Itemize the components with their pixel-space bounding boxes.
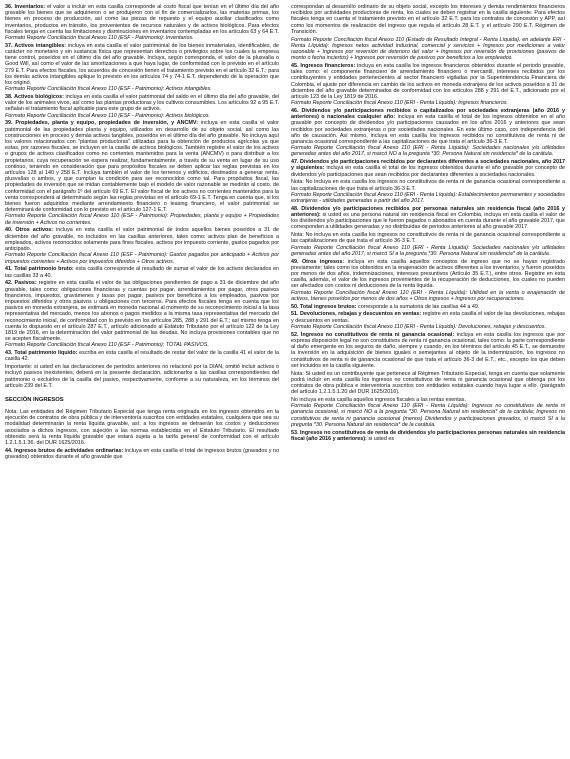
item-text: Nota: Si usted es un contribuyente que pertenece al Régimen Tributario Especial, tenga en cuenta que solamente podrá incluir en esta casilla los ingresos no constitutivos de renta ni ganancia ocasional que obtenga por los contratos de obra pública e interventoría suscritos con entidades estatales cuando haya lugar a ello. (parágrafo del artículo 1.2.1.5.1.20 del DUR 1625/2016). bbox=[291, 370, 565, 396]
left-item bbox=[5, 227, 279, 264]
item-title: Otros ingresos: bbox=[301, 258, 345, 265]
right-item bbox=[291, 206, 565, 231]
item-title: Propiedades, planta y equipo, propiedades de inversión, y ANCMV: bbox=[15, 120, 198, 127]
continued-format-reference: Formato Reporte Conciliación fiscal Anexo 110 (Estado de Resultado Integral - Renta Líquida), en adelante ERI - Renta Líquida): Ingresos netos actividad industrial, comercial y servicios + Ingresos por mediciones a valor razonable + Ingresos por reversión de deterioro del valor + Ingresos por reversión de provisiones (pasivos de monto o fecha inciertos) + Ingresos por reversión de pasivos por beneficios a los empleados. bbox=[291, 36, 565, 62]
item-format-reference: Formato Reporte Conciliación fiscal Anexo 110 (ESF - Patrimonio): TOTAL PASIVOS. bbox=[5, 342, 209, 349]
item-text: si usted es una persona natural sin residencia fiscal en Colombia, incluya en esta casilla el valor de los dividendos y/o participaciones que le fueron pagados o abonados en cuenta durante el año gravable 2017, que corresponden a utilidades generadas y no distribuidas de periodos anteriores al año gravable 2017. bbox=[291, 212, 565, 231]
item-text: Nota: No incluya en esta casilla los ingresos no constitutivos de renta ni de ganancia ocasional correspondiente a las capitalizaciones de que trata el artículo 36-3 E.T. bbox=[291, 232, 565, 245]
section-note: Nota: Las entidades del Régimen Tributario Especial que tenga renta originada en los ingresos obtenidos en la ejecución de contratos de obra pública y de interventoría suscritos con entidades estatales, cualquiera que sea su modalidad determinarán la renta líquida gravable, así: a los ingresos se detraerán los costos y deducciones asociados a dichos ingresos, con sujeción a las normas establecidas en el Estatuto Tributario. El resultado obtenido será la renta líquida gravable que estará sujeta a la tarifa general de conformidad con el artículo 1.2.1.5.1.36. del DUR 1625/2016. bbox=[5, 408, 279, 446]
item-title: Total patrimonio bruto: bbox=[14, 266, 74, 273]
item-format-reference: Formato Reporte Conciliación fiscal Anexo 110 (ERI - Renta Líquida): Ingresos no constitutivos de renta ni ganancia ocasional, si marcó NO a la pregunta *30. Persona Natural sin residencia* de la carátula; Ingresos no constitutivos de renta ni ganancia ocasional (menos) Dividendos y participaciones gravados, si marcó SI a la pregunta *30. Persona Natural sin residencia* de la carátula. bbox=[291, 403, 565, 428]
item-text: incluya en esta casilla los ingresos que por expresa disposición legal no son constitutivos de renta ni ganancia ocasional, tales como: la parte correspondiente al daño emergente en los seguros de daño, siempre y cuando, en los términos del artículo 45 E.T., se demuestre la inversión en la adquisición de bienes iguales o semejantes al objeto de la indemnización, los ingresos no constitutivos de renta ni de ganancia ocasional de que trata el artículo 36-3 del E.T., etc., excepto los que deben ser incluidos en la casilla siguiente. bbox=[291, 331, 565, 369]
item-number: 45. bbox=[291, 63, 299, 70]
item-text: el valor a incluir en esta casilla corresponde al costo fiscal que tenían en el último día del año gravable los bienes que se adquirieron o se produjeron con el fin de comercializarlos, las materias primas, los bienes en proceso de producción, así como las piezas de repuesto y el equipo auxiliar clasificados como inventarios, productos en tránsito, los provenientes de recursos naturales y de activos biológicos. Para efectos fiscales tenga en cuenta las limitaciones y disminuciones en inventarios contempladas en los artículos 63 y 64 E.T. bbox=[5, 4, 279, 35]
left-item bbox=[5, 43, 279, 93]
item-text: No incluya en esta casilla aquellos ingresos fiscales a las rentas exentas. bbox=[291, 396, 466, 403]
left-item bbox=[5, 350, 279, 362]
item-number: 46. bbox=[291, 108, 299, 115]
section-title: SECCIÓN INGRESOS bbox=[5, 396, 64, 403]
item-title: Activos biológicos: bbox=[14, 94, 64, 101]
left-item bbox=[5, 266, 279, 278]
item-format-reference: Formato Reporte Conciliación fiscal Anexo 110 (ERI - Renta Líquida): Sociedades nacionales y/o utilidades generadas antes del año 2017, si marcó SI a la pregunta *30. Persona Natural sin residencia* de la carátula. bbox=[291, 244, 565, 257]
item-format-reference: Formato Reporte Conciliación fiscal Anexo 110 (ESF - Patrimonio): Activos biológicos. bbox=[5, 112, 210, 119]
item-text: incluya en esta casilla el valor patrimonial de todos aquellos bienes poseídos a 31 de diciembre del año gravable, no incluidos en las casillas anteriores, tales como: activos plan de beneficios a empleados, activos reconocidos solamente para fines fiscales, activos por impuesto corriente, gastos pagados por anticipado. bbox=[5, 227, 279, 253]
item-title: Ingresos no constitutivos de renta ni ganancia ocasional: bbox=[300, 331, 455, 338]
item-text: incluya en esta casilla el valor patrimonial de los bienes inmateriales, identificables, de carácter no monetario y sin sustancia física que representan derechos o privilegios sobre los cuales la empresa tiene control, poseídos en el último día del año gravable. Incluya, según corresponda, el valor de la plusvalía o Good Will, así como el valor de las amortizaciones a que haya lugar, de conformidad con lo previsto en el artículo 279 E.T. Para efectos fiscales, los acuerdos de concesión tienen el tratamiento previsto en el artículo 32 E.T.; para los demás activos intangibles aplique lo previsto en los artículos 74 y 74-1 E.T. dependiendo de la operación que los originó. bbox=[5, 42, 279, 87]
item-text: incluya en esta casilla el total de ingresos brutos (gravados y no gravados) obtenidos durante el año gravable que bbox=[5, 447, 279, 460]
item-number: 42. bbox=[5, 280, 13, 287]
item-format-reference: Formato Reporte Conciliación fiscal Anexo 110 (ERI - Renta Líquida): Utilidad en la venta o enajenación de activos, bienes poseídos por menos de dos años + Otros ingresos + Ingresos por recuperaciones. bbox=[291, 289, 565, 302]
item-number: 52. bbox=[291, 331, 299, 338]
item-number: 37. bbox=[5, 42, 13, 49]
item-title: Devoluciones, rebajas y descuentos en ventas: bbox=[300, 311, 422, 318]
item-text: incluya en esta casilla el valor patrimonial de las propiedades planta y equipo, utilizados en desarrollo de su objeto social, así como las construcciones en proceso y demás activos tangibles, poseídos en el último día del año gravable. No incluya aquí los valores relacionados con "plantas productoras" utilizadas para la obtención de productos agrícolas ya que estas, por razones fiscales, se incluyen en la casilla de activos biológicos. También registre el valor de los activos o grupos de activos clasificados como no corrientes mantenidos para la venta (ANCMV) o para distribuir a los propietarios, cuya recuperación se espera realizar, fundamentalmente, a través de su venta en lugar de su uso continuo, teniendo en consideración que para propósitos fiscales se deben aplicar las reglas previstas en los artículos 128 al 140 y 258 E.T. Incluya también el valor de los terrenos y edificios, destinados a generar renta, plusvalías o ambos, y que cumplan la condición para ser reconocidos como tal. Para propósitos fiscal, las propiedades de inversión que se midan contablemente bajo el modelo de valor razonable se medirán al costo, de conformidad con el parágrafo 1º del artículo 69 E.T. El valor fiscal de los activos no corrientes mantenidos para la venta corresponderá al determinado según las reglas previstas en el artículo 69-1 E.T. Tenga en cuenta que, si los bienes fueron adquiridos mediante arrendamiento financiero o leasing financiero, el valor patrimonial se determinará de conformidad con lo previsto en el artículo 127-1 E.T. bbox=[5, 120, 279, 214]
item-text: registre en esta casilla el valor de las obligaciones pendientes de pago a 31 de diciembre del año gravable, tales como: obligaciones financieras y cuentas por pagar, arrendamientos por pagar, otros pasivos financieros, impuestos, gravámenes y tasas por pagar, pasivos por beneficios a los empleados, pasivos por impuestos diferidos y otros pasivos u obligaciones con terceros. Para efectos fiscales tenga en cuenta que los pasivos en moneda extranjera, se estimará en moneda nacional al momento de su reconocimiento inicial a la tasa representativa del mercado, menos los abonos o pagos medidos a la misma tasa representativa del mercado del reconocimiento inicial, de conformidad con lo previsto en los artículos 285, 288 y 291 del E.T.; así mismo tenga en cuenta lo dispuesto en el artículo 287 E.T., artículo adicionado al Estatuto Tributario por el artículo 122 de la Ley 1819 de 2016, en la determinación del valor patrimonial de las deudas. No incluya provisiones contables que no se acepten fiscalmente. bbox=[5, 280, 279, 343]
item-text: incluya en esta casilla los ingresos financieros obtenidos durante el periodo gravable, tales como: el componente financiero de arrendamiento financiero o mercantil, intereses recibidos por los contribuyentes y entidades pertenecientes al sector financiero vigiladas por la Superintendencia Financiera de Colombia, el ajuste por diferencia en cambio de los activos en moneda extranjera de los activos poseídos a 31 de diciembre del año gravable determinados de conformidad con los artículos 288 y 291 del E.T., adicionado por el artículo 123 de la Ley 1819 de 2016. bbox=[291, 63, 565, 101]
item-number: 38. bbox=[5, 94, 13, 101]
item-number: 44. bbox=[5, 447, 13, 454]
item-format-reference: Formato Reporte Conciliación fiscal Anexo 110 (ERI - Renta Líquida): Establecimientos permanentes y sociedades extranjeras - utilidades generadas a partir del año 2017. bbox=[291, 191, 565, 205]
item-text: Nota: No incluya en esta casilla los ingresos no constitutivos de renta ni de ganancia ocasional correspondiente a las capitalizaciones de que trata el artículo 36-3 E.T. bbox=[291, 179, 565, 192]
left-item bbox=[5, 4, 279, 41]
item-format-reference: Formato Reporte Conciliación fiscal Anexo 110 (ESF - Patrimonio): Propiedades, planta y equipo + Propiedades de inversión + Activos no corrientes. bbox=[5, 213, 279, 226]
right-item bbox=[291, 259, 565, 302]
item-title: Dividendos y/o participaciones recibidos o capitalizados por sociedades extranjeras (año 2016 y anteriores) o nacionales cualquier año: bbox=[291, 108, 565, 121]
item-text: registre en esta casilla el valor de las devoluciones, rebajas y descuentos en ventas. bbox=[291, 311, 565, 324]
item-title: Dividendos y/o participaciones recibidos por declarantes diferentes a sociedades nacionales, año 2017 y siguientes: bbox=[291, 159, 565, 172]
right-item bbox=[291, 108, 565, 158]
item-number: 43. bbox=[5, 350, 13, 357]
right-item bbox=[291, 179, 565, 204]
item-text: incluya en esta casilla aquellos conceptos de ingreso que no se hayan registrado previamente; tales como los obtenidos en la enajenación de activos diferentes a los inventarios, y fueron poseídos por menos de dos años, indemnizaciones, intereses presuntivos (Artículo 35 E.T.), entre otros. Registre en esta casilla, además, el valor de los ingresos provenientes de la recuperación de deducciones, los cuales no pueden ser afectados con costos ni deducciones de la renta líquida. bbox=[291, 258, 565, 290]
important-note: Importante: si usted en las declaraciones de periodos anteriores no relacionó por la DIAN, omitió incluir activos o incluyó pasivos inexistentes, deberá en la presente declaración, adicionarlos a las casillas correspondientes del patrimonio o excluirlos de la casilla del pasivo, respectivamente, conforme a su naturaleza, en los términos del artículo 239 del E.T. bbox=[5, 364, 279, 389]
item-number: 36. bbox=[5, 4, 13, 10]
left-column bbox=[5, 4, 279, 755]
item-title: Dividendos y/o participaciones recibidos por personas naturales sin residencia fiscal (año 2016 y anteriores): bbox=[291, 205, 565, 219]
item-text: incluya en esta casilla el total de los ingresos obtenidos durante el año gravable por concepto de dividendos y/o participaciones que sean recibidos por declarantes diferentes a sociedades nacionales. bbox=[291, 165, 565, 178]
item-title: Total patrimonio líquido: bbox=[14, 350, 78, 357]
item-number: 41. bbox=[5, 266, 13, 273]
left-item bbox=[5, 448, 279, 460]
right-item bbox=[291, 332, 565, 369]
item-number: 49. bbox=[291, 258, 299, 265]
item-title: Activos intangibles: bbox=[14, 42, 67, 49]
item-format-reference: Formato Reporte Conciliación fiscal Anexo 110 (ESF - Patrimonio): Activos intangibles. bbox=[5, 86, 212, 93]
item-title: Otros activos: bbox=[15, 227, 54, 234]
item-number: 48. bbox=[291, 205, 299, 212]
item-title: Inventarios: bbox=[14, 4, 46, 10]
item-text: incluya en esta casilla el total de los ingresos obtenidos en el año gravable por concepto de dividendos y/o participaciones causados en los años 2016 y anteriores que sean recibidos por sociedades extranjeras o por sociedades nacionales. En este último caso, con independencia del año de causación. Así mismo, incluya en esta casilla los ingresos recibidos no constitutivos de renta ni de ganancia ocasional correspondiente a las capitalizaciones de que trata el artículo 36-3 E.T. bbox=[291, 114, 565, 146]
right-column bbox=[291, 4, 565, 755]
item-number: 40. bbox=[5, 227, 13, 234]
item-title: Pasivos: bbox=[14, 280, 37, 287]
left-item bbox=[5, 94, 279, 119]
item-number: 50. bbox=[291, 303, 299, 310]
item-title: Ingresos brutos de actividades ordinarias: bbox=[14, 447, 124, 454]
item-format-reference: Formato Reporte Conciliación fiscal Anexo 110 (ERI - Renta Líquida): Sociedades nacionales y/o utilidades generadas antes del año 2017, si marcó NO a la pregunta *30. Persona Natural sin residencia* de la carátula. bbox=[291, 145, 565, 158]
right-item bbox=[291, 159, 565, 178]
item-format-reference: Formato Reporte Conciliación fiscal Anexo 110 (ERI - Renta Líquida): Ingresos financieros. bbox=[291, 100, 508, 107]
item-format-reference: Formato Reporte Conciliación fiscal Anexo 110 (ERI - Renta Líquida): Devoluciones, rebajas y descuentos. bbox=[291, 323, 546, 330]
right-item bbox=[291, 304, 565, 310]
item-number: 53. bbox=[291, 429, 299, 436]
left-item bbox=[5, 120, 279, 225]
right-item bbox=[291, 232, 565, 257]
right-item bbox=[291, 63, 565, 106]
right-item bbox=[291, 397, 565, 428]
item-text: esta casilla corresponde al resultado de sumar el valor de los activos declarados en las casillas 33 a 40. bbox=[5, 266, 279, 279]
item-number: 39. bbox=[5, 120, 13, 127]
item-format-reference: Formato Reporte Conciliación fiscal Anexo 110 (ESF - Patrimonio): Inventarios. bbox=[5, 35, 194, 42]
item-text: escriba en esta casilla el resultado de restar del valor de la casilla 41 el valor de la casilla 42. bbox=[5, 350, 279, 363]
item-title: Total ingresos brutos: bbox=[300, 303, 357, 310]
right-item bbox=[291, 371, 565, 396]
item-text: incluya en esta casilla el valor patrimonial del saldo en el último día del año gravable, del valor de los animales vivos, así como las plantas productoras y los cultivos consumibles. Los artículos 92 a 95 E.T. señalan el tratamiento fiscal aplicable para este grupo de activos. bbox=[5, 94, 279, 113]
item-title: Ingresos no constitutivos de renta de dividendos y/o participaciones personas naturales sin residencia fiscal (año 2016 y anteriores): bbox=[291, 429, 565, 442]
item-number: 47. bbox=[291, 159, 299, 166]
item-format-reference: Formato Reporte Conciliación fiscal Anexo 110 (ESF - Patrimonio): Gastos pagados por anticipado + Activos por impuestos corrientes + Activos por impuestos diferidos + Otros activos. bbox=[5, 252, 279, 265]
right-item bbox=[291, 430, 565, 442]
item-text: corresponde a la sumatoria de las casillas 44 a 49. bbox=[358, 303, 480, 310]
continued-text: correspondan al desarrollo ordinario de su objeto social, excepto los intereses y demás rendimientos financieros recibidos por actividades productoras de renta, los cuales se deben registrar en la casilla siguiente. Para efectos fiscales tenga en cuenta el tratamiento previsto en el artículo 32 E.T. para los contratos de concesión y APP, así como los momentos de realización del ingreso que regula el artículo 28 E.T. y el artículo 290 E.T. Régimen de Transición. bbox=[291, 4, 565, 35]
item-number: 51. bbox=[291, 311, 299, 318]
item-title: Ingresos financieros: bbox=[300, 63, 356, 70]
left-item bbox=[5, 280, 279, 348]
right-item bbox=[291, 311, 565, 330]
item-text: si usted es bbox=[368, 435, 395, 442]
